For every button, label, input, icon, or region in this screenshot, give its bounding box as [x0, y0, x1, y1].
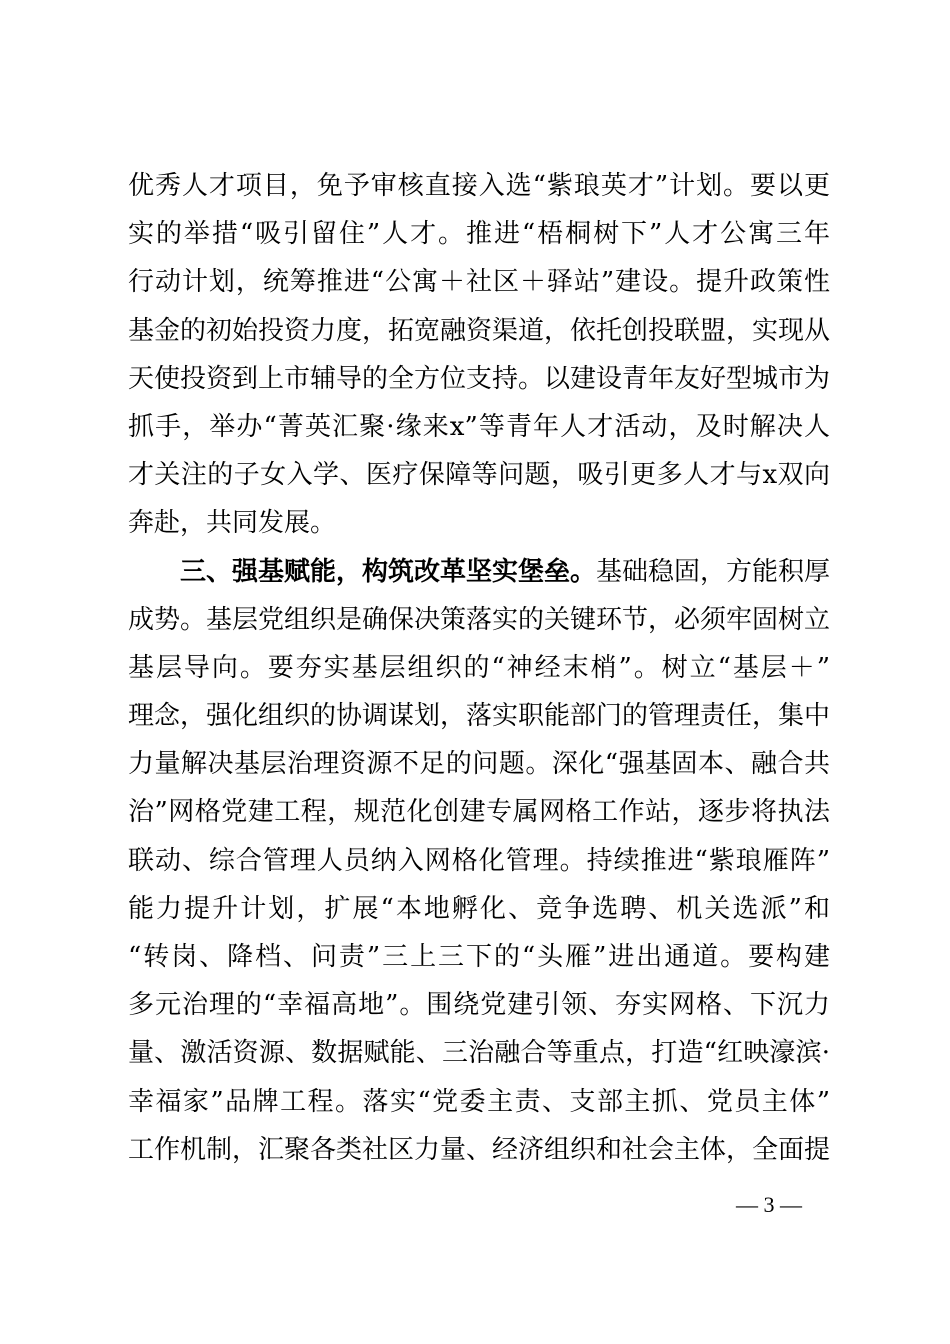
text-line: 量、激活资源、数据赋能、三治融合等重点，打造“红映濠滨·	[128, 1038, 830, 1069]
text-line: 幸福家”品牌工程。落实“党委主责、支部主抓、党员主体”	[128, 1086, 830, 1117]
text-line: 实的举措“吸引留住”人才。推进“梧桐树下”人才公寓三年	[128, 219, 830, 250]
text-line: 奔赴，共同发展。	[128, 508, 337, 539]
text-line: 天使投资到上市辅导的全方位支持。以建设青年友好型城市为	[128, 363, 830, 394]
text-line: 多元治理的“幸福高地”。围绕党建引领、夯实网格、下沉力	[128, 990, 830, 1021]
page-number: — 3 —	[736, 1192, 802, 1217]
text-line: 行动计划，统筹推进“公寓＋社区＋驿站”建设。提升政策性	[128, 267, 830, 298]
text-line: 成势。基层党组织是确保决策落实的关键环节，必须牢固树立	[128, 604, 830, 635]
text-line: 基金的初始投资力度，拓宽融资渠道，依托创投联盟，实现从	[128, 315, 830, 346]
text-line: “转岗、降档、问责”三上三下的“头雁”进出通道。要构建	[128, 942, 830, 972]
text-line: 联动、综合管理人员纳入网格化管理。持续推进“紫琅雁阵”	[128, 845, 830, 876]
text-line: 基层导向。要夯实基层组织的“神经末梢”。树立“基层＋”	[128, 652, 830, 683]
text-line: 工作机制，汇聚各类社区力量、经济组织和社会主体，全面提	[128, 1134, 830, 1165]
text-line: 理念，强化组织的协调谋划，落实职能部门的管理责任，集中	[128, 701, 830, 732]
document-body	[128, 162, 830, 1174]
section-heading-continuation: 基础稳固，方能积厚	[596, 556, 830, 587]
text-line: 才关注的子女入学、医疗保障等问题，吸引更多人才与x双向	[128, 460, 830, 491]
section-heading: 三、强基赋能，构筑改革坚实堡垒。	[180, 556, 597, 587]
text-line: 能力提升计划，扩展“本地孵化、竞争选聘、机关选派”和	[128, 893, 830, 924]
text-line: 力量解决基层治理资源不足的问题。深化“强基固本、融合共	[128, 749, 830, 780]
text-line: 抓手，举办“菁英汇聚·缘来x”等青年人才活动，及时解决人	[128, 411, 830, 442]
section-heading-line	[128, 548, 830, 596]
text-line: 治”网格党建工程，规范化创建专属网格工作站，逐步将执法	[128, 797, 830, 828]
text-line: 优秀人才项目，免予审核直接入选“紫琅英才”计划。要以更	[128, 171, 830, 201]
